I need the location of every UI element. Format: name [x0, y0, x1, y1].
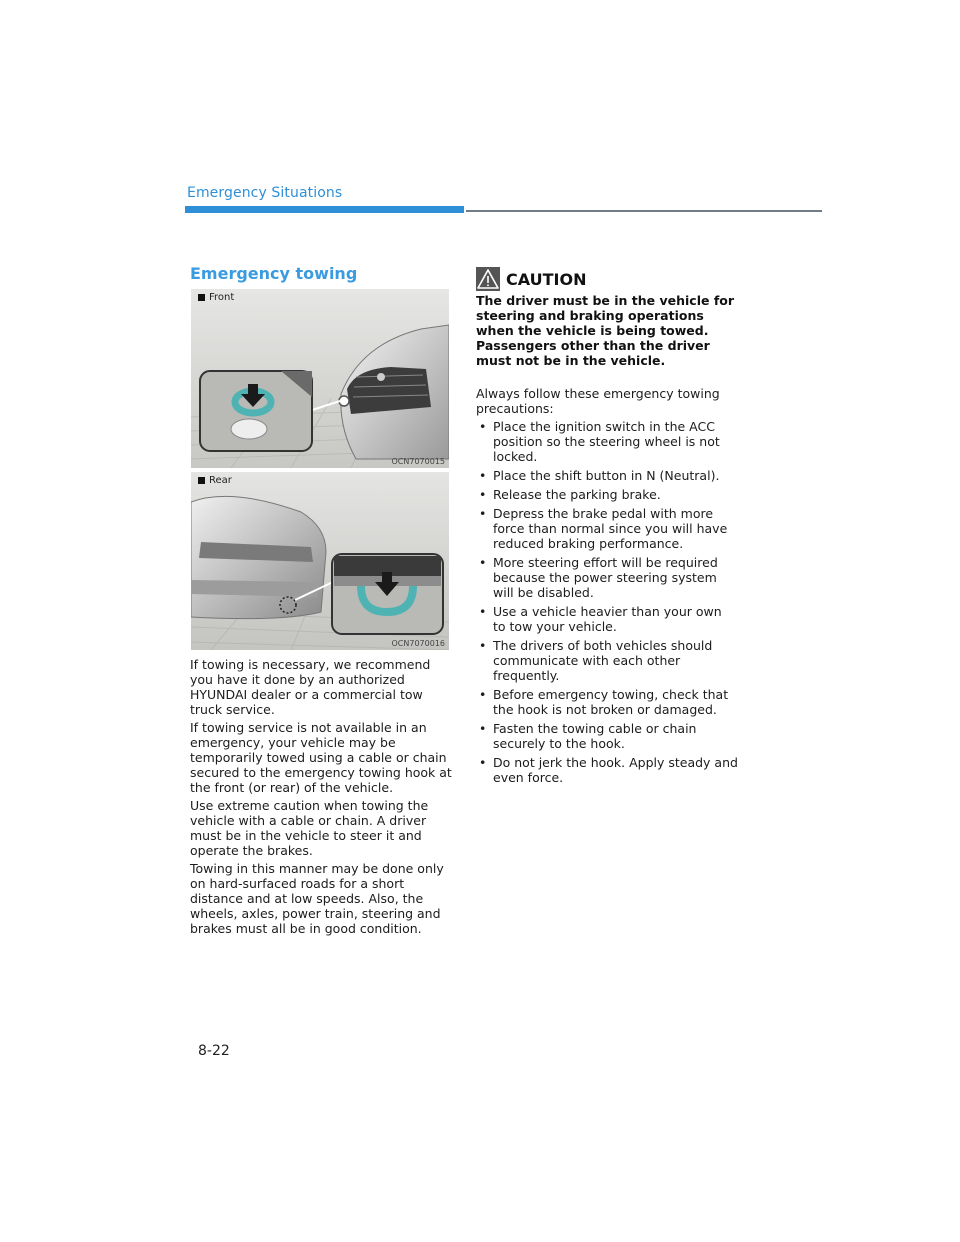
square-bullet-icon: [198, 294, 205, 301]
bullet-marker: •: [479, 721, 487, 736]
bullet-marker: •: [479, 687, 487, 702]
header-rule: [466, 210, 822, 212]
list-item-text: Place the shift button in N (Neutral).: [493, 468, 720, 483]
front-towing-figure: [191, 289, 449, 468]
front-car-illustration: [191, 289, 449, 468]
list-item-text: Do not jerk the hook. Apply steady and even force.: [493, 755, 738, 785]
list-item: [476, 687, 738, 717]
paragraph: If towing service is not available in an emergency, your vehicle may be temporarily towed using a cable or chain secured to the emergency towing hook at the front (or rear) of the vehicle.: [190, 720, 452, 795]
list-item: [476, 555, 738, 600]
list-item: [476, 721, 738, 751]
caution-text: The driver must be in the vehicle for steering and braking operations when the vehicle is being towed. Passengers other than the driver must not be in the vehicle.: [476, 293, 735, 368]
page-number: 8-22: [198, 1043, 230, 1059]
bullet-marker: •: [479, 487, 487, 502]
list-item: [476, 638, 738, 683]
list-item-text: More steering effort will be required because the power steering system will be disabled.: [493, 555, 718, 600]
header-accent-bar: [185, 206, 464, 213]
rear-towing-figure: [191, 472, 449, 650]
rear-label-text: Rear: [209, 475, 232, 486]
paragraph: Use extreme caution when towing the vehicle with a cable or chain. A driver must be in the vehicle to steer it and operate the brakes.: [190, 798, 429, 858]
front-figure-label: [198, 292, 234, 303]
list-item-text: The drivers of both vehicles should communicate with each other frequently.: [493, 638, 713, 683]
rear-figure-label: [198, 475, 232, 486]
bullet-marker: •: [479, 755, 487, 770]
list-item-text: Use a vehicle heavier than your own to tow your vehicle.: [493, 604, 722, 634]
bullet-marker: •: [479, 468, 487, 483]
list-item: [476, 506, 738, 551]
paragraph: Towing in this manner may be done only on hard-surfaced roads for a short distance and at low speeds. Also, the wheels, axles, power train, steering and brakes must all be in good condition.: [190, 861, 444, 936]
left-column-text: [190, 657, 452, 939]
bullet-marker: •: [479, 555, 487, 570]
bullet-marker: •: [479, 506, 487, 521]
precautions-intro: Always follow these emergency towing precautions:: [476, 386, 720, 416]
bullet-marker: •: [479, 419, 487, 434]
bullet-marker: •: [479, 604, 487, 619]
list-item: [476, 419, 738, 464]
caution-label: CAUTION: [506, 269, 587, 289]
list-item: [476, 755, 738, 785]
list-item: [476, 487, 738, 502]
bullet-marker: •: [479, 638, 487, 653]
paragraph: If towing is necessary, we recommend you have it done by an authorized HYUNDAI dealer or a commercial tow truck service.: [190, 657, 431, 717]
square-bullet-icon: [198, 477, 205, 484]
list-item: [476, 604, 738, 634]
front-figure-code: OCN7070015: [391, 457, 445, 466]
front-label-text: Front: [209, 292, 235, 303]
list-item-text: Place the ignition switch in the ACC position so the steering wheel is not locked.: [493, 419, 720, 464]
list-item-text: Fasten the towing cable or chain securely to the hook.: [493, 721, 697, 751]
rear-figure-code: OCN7070016: [391, 639, 445, 648]
rear-car-illustration: [191, 472, 449, 650]
section-heading: Emergency towing: [190, 264, 358, 283]
list-item-text: Release the parking brake.: [493, 487, 661, 502]
list-item-text: Before emergency towing, check that the hook is not broken or damaged.: [493, 687, 729, 717]
section-header: Emergency Situations: [187, 185, 343, 201]
warning-triangle-icon: [476, 267, 500, 291]
list-item: [476, 468, 738, 483]
caution-title: [476, 267, 586, 291]
list-item-text: Depress the brake pedal with more force than normal since you will have reduced braking performance.: [493, 506, 728, 551]
precautions-list: [476, 419, 738, 789]
